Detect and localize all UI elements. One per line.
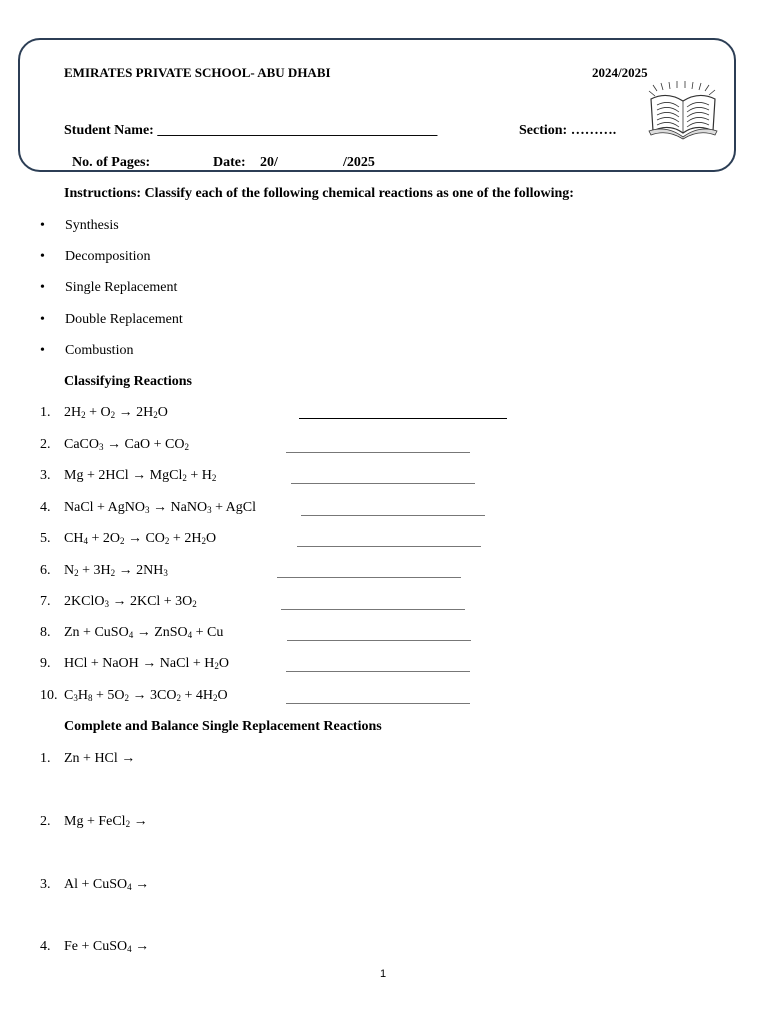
reaction-9: HCl + NaOH → NaCl + $H_2O$ xyxy=(64,656,229,671)
item-number: 1. xyxy=(40,405,51,420)
reaction-2: CaCO$_3$ → CaO + $CO_2$ xyxy=(64,437,190,452)
balance-reaction-3: Al + CuSO$_4$ → xyxy=(64,877,150,892)
bullet-dot: • xyxy=(40,312,45,327)
type-double-replacement: Double Replacement xyxy=(65,312,183,327)
item-number: 10. xyxy=(40,688,58,703)
reaction-8: Zn + CuSO$_4$ → ZnSO$_4$ + Cu xyxy=(64,625,224,640)
school-year: 2024/2025 xyxy=(592,65,648,80)
bullet-dot: • xyxy=(40,218,45,233)
item-number: 3. xyxy=(40,877,51,892)
item-number: 5. xyxy=(40,531,51,546)
answer-line-4[interactable] xyxy=(301,515,485,516)
type-decomposition: Decomposition xyxy=(65,249,151,264)
answer-line-6[interactable] xyxy=(277,577,461,578)
open-book-icon xyxy=(645,81,721,141)
reaction-10: $C_3H_8 + 5O_2 \to 3CO_2 + 4H_2O$ xyxy=(64,688,228,703)
reaction-5: $CH_4 + 2O_2 \to CO_2 + 2H_2O$ xyxy=(64,531,217,546)
answer-line-8[interactable] xyxy=(287,640,471,641)
answer-line-7[interactable] xyxy=(281,609,465,610)
date-year: /2025 xyxy=(343,155,375,170)
item-number: 8. xyxy=(40,625,51,640)
section-field[interactable]: Section: ………. xyxy=(519,123,617,138)
item-number: 2. xyxy=(40,437,51,452)
date-label: Date: xyxy=(213,155,246,170)
item-number: 1. xyxy=(40,751,51,766)
reaction-3: Mg + 2HCl → MgCl$_2$ + $H_2$ xyxy=(64,468,217,483)
answer-line-3[interactable] xyxy=(291,483,475,484)
answer-line-5[interactable] xyxy=(297,546,481,547)
reaction-7: 2KClO$_3$ → $2KCl + 3O_2$ xyxy=(64,594,197,609)
type-synthesis: Synthesis xyxy=(65,218,119,233)
item-number: 9. xyxy=(40,656,51,671)
answer-line-10[interactable] xyxy=(286,703,470,704)
answer-line-2[interactable] xyxy=(286,452,470,453)
balance-reaction-4: Fe + CuSO$_4$ → xyxy=(64,939,150,954)
item-number: 4. xyxy=(40,500,51,515)
type-combustion: Combustion xyxy=(65,343,134,358)
header-frame xyxy=(18,38,736,172)
answer-line-9[interactable] xyxy=(286,671,470,672)
instructions: Instructions: Classify each of the following chemical reactions as one of the following: xyxy=(64,186,574,201)
balance-reaction-1: Zn + HCl → xyxy=(64,751,136,766)
balance-title: Complete and Balance Single Replacement Reactions xyxy=(64,719,382,734)
student-name-field[interactable]: Student Name: ________________________________________ xyxy=(64,123,438,138)
bullet-dot: • xyxy=(40,343,45,358)
type-single-replacement: Single Replacement xyxy=(65,280,178,295)
answer-line-1[interactable] xyxy=(299,418,507,419)
reaction-4: NaCl + AgNO$_3$ → NaNO$_3$ + AgCl xyxy=(64,500,257,515)
item-number: 6. xyxy=(40,563,51,578)
page-number: 1 xyxy=(380,968,387,980)
pages-label: No. of Pages: xyxy=(72,155,151,170)
item-number: 3. xyxy=(40,468,51,483)
item-number: 7. xyxy=(40,594,51,609)
date-day: 20/ xyxy=(260,155,278,170)
bullet-dot: • xyxy=(40,280,45,295)
item-number: 2. xyxy=(40,814,51,829)
reaction-1: $2H_2 + O_2 \to 2H_2O$ xyxy=(64,405,168,420)
item-number: 4. xyxy=(40,939,51,954)
school-name: EMIRATES PRIVATE SCHOOL- ABU DHABI xyxy=(64,65,331,80)
balance-reaction-2: Mg + FeCl$_2$ → xyxy=(64,814,148,829)
classify-title: Classifying Reactions xyxy=(64,374,192,389)
reaction-6: $N_2 + 3H_2 \to 2NH_3$ xyxy=(64,563,168,578)
bullet-dot: • xyxy=(40,249,45,264)
